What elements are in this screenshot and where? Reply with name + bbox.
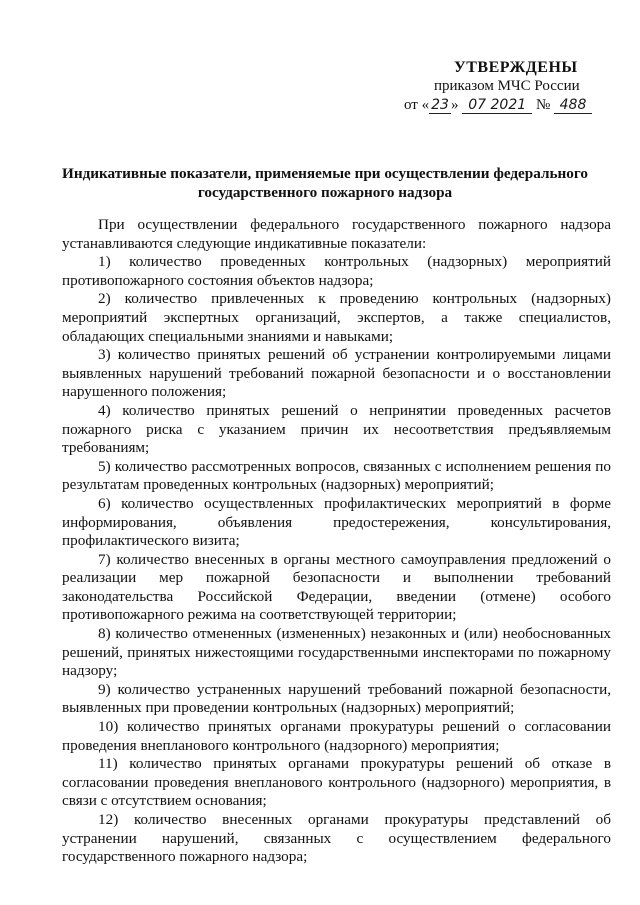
number-sign: № — [535, 97, 551, 113]
handwritten-number: 488 — [554, 97, 592, 114]
list-item: 7) количество внесенных в органы местного самоуправления предложений о реализации мер пожарной безопасности и выполнении требований законодательства Российской Федерации, введении (отмене) особого противопожарного режима на соответствующей территории; — [62, 550, 611, 624]
list-item: 9) количество устраненных нарушений требований пожарной безопасности, выявленных при проведении контрольных (надзорных) мероприятий; — [62, 680, 611, 717]
handwritten-day: 23 — [431, 97, 449, 113]
list-item: 2) количество привлеченных к проведению контрольных (надзорных) мероприятий экспертных организаций, экспертов, а также специалистов, обладающих специальными знаниями и навыками; — [62, 290, 611, 345]
approval-stamp — [404, 58, 614, 115]
approval-date-line — [404, 96, 614, 115]
list-item: 3) количество принятых решений об устранении контролируемыми лицами выявленных нарушений требований пожарной безопасности и о восстановлении нарушенного положения; — [62, 346, 611, 401]
approval-order: приказом МЧС России — [434, 78, 580, 94]
date-prefix: от « — [404, 97, 430, 113]
list-item: 5) количество рассмотренных вопросов, связанных с исполнением решения по результатам проведенных контрольных (надзорных) мероприятий; — [62, 457, 611, 494]
list-item: 8) количество отмененных (измененных) незаконных и (или) необоснованных решений, принятых нижестоящими государственными инспекторами по пожарному надзору; — [62, 625, 611, 680]
intro-paragraph: При осуществлении федерального государственного пожарного надзора устанавливаются следующие индикативные показатели: — [62, 216, 611, 252]
list-item: 1) количество проведенных контрольных (надзорных) мероприятий противопожарного состояния объектов надзора; — [62, 253, 611, 289]
list-item: 12) количество внесенных органами прокуратуры представлений об устранении нарушений, связанных с осуществлением федерального государственного пожарного надзора; — [62, 811, 611, 866]
approval-title: УТВЕРЖДЕНЫ — [454, 59, 578, 76]
list-item: 10) количество принятых органами прокуратуры решений о согласовании проведения внепланового контрольного (надзорного) мероприятия; — [62, 718, 611, 754]
list-item: 11) количество принятых органами прокуратуры решений об отказе в согласовании проведения внепланового контрольного (надзорного) мероприятия, в связи с отсутствием основания; — [62, 755, 611, 810]
handwritten-month-year: 07 2021 — [462, 97, 532, 114]
date-mid: » — [450, 97, 459, 113]
list-item: 6) количество осуществленных профилактических мероприятий в форме информирования, объявления предостережения, консультирования, профилактического визита; — [62, 494, 611, 550]
list-item: 4) количество принятых решений о непринятии проведенных расчетов пожарного риска с указанием причин их несоответствия предъявляемым требованиям; — [62, 401, 611, 457]
document-body — [62, 216, 611, 867]
document-title: Индикативные показатели, применяемые при осуществлении федерального государственного пожарного надзора — [62, 165, 588, 201]
